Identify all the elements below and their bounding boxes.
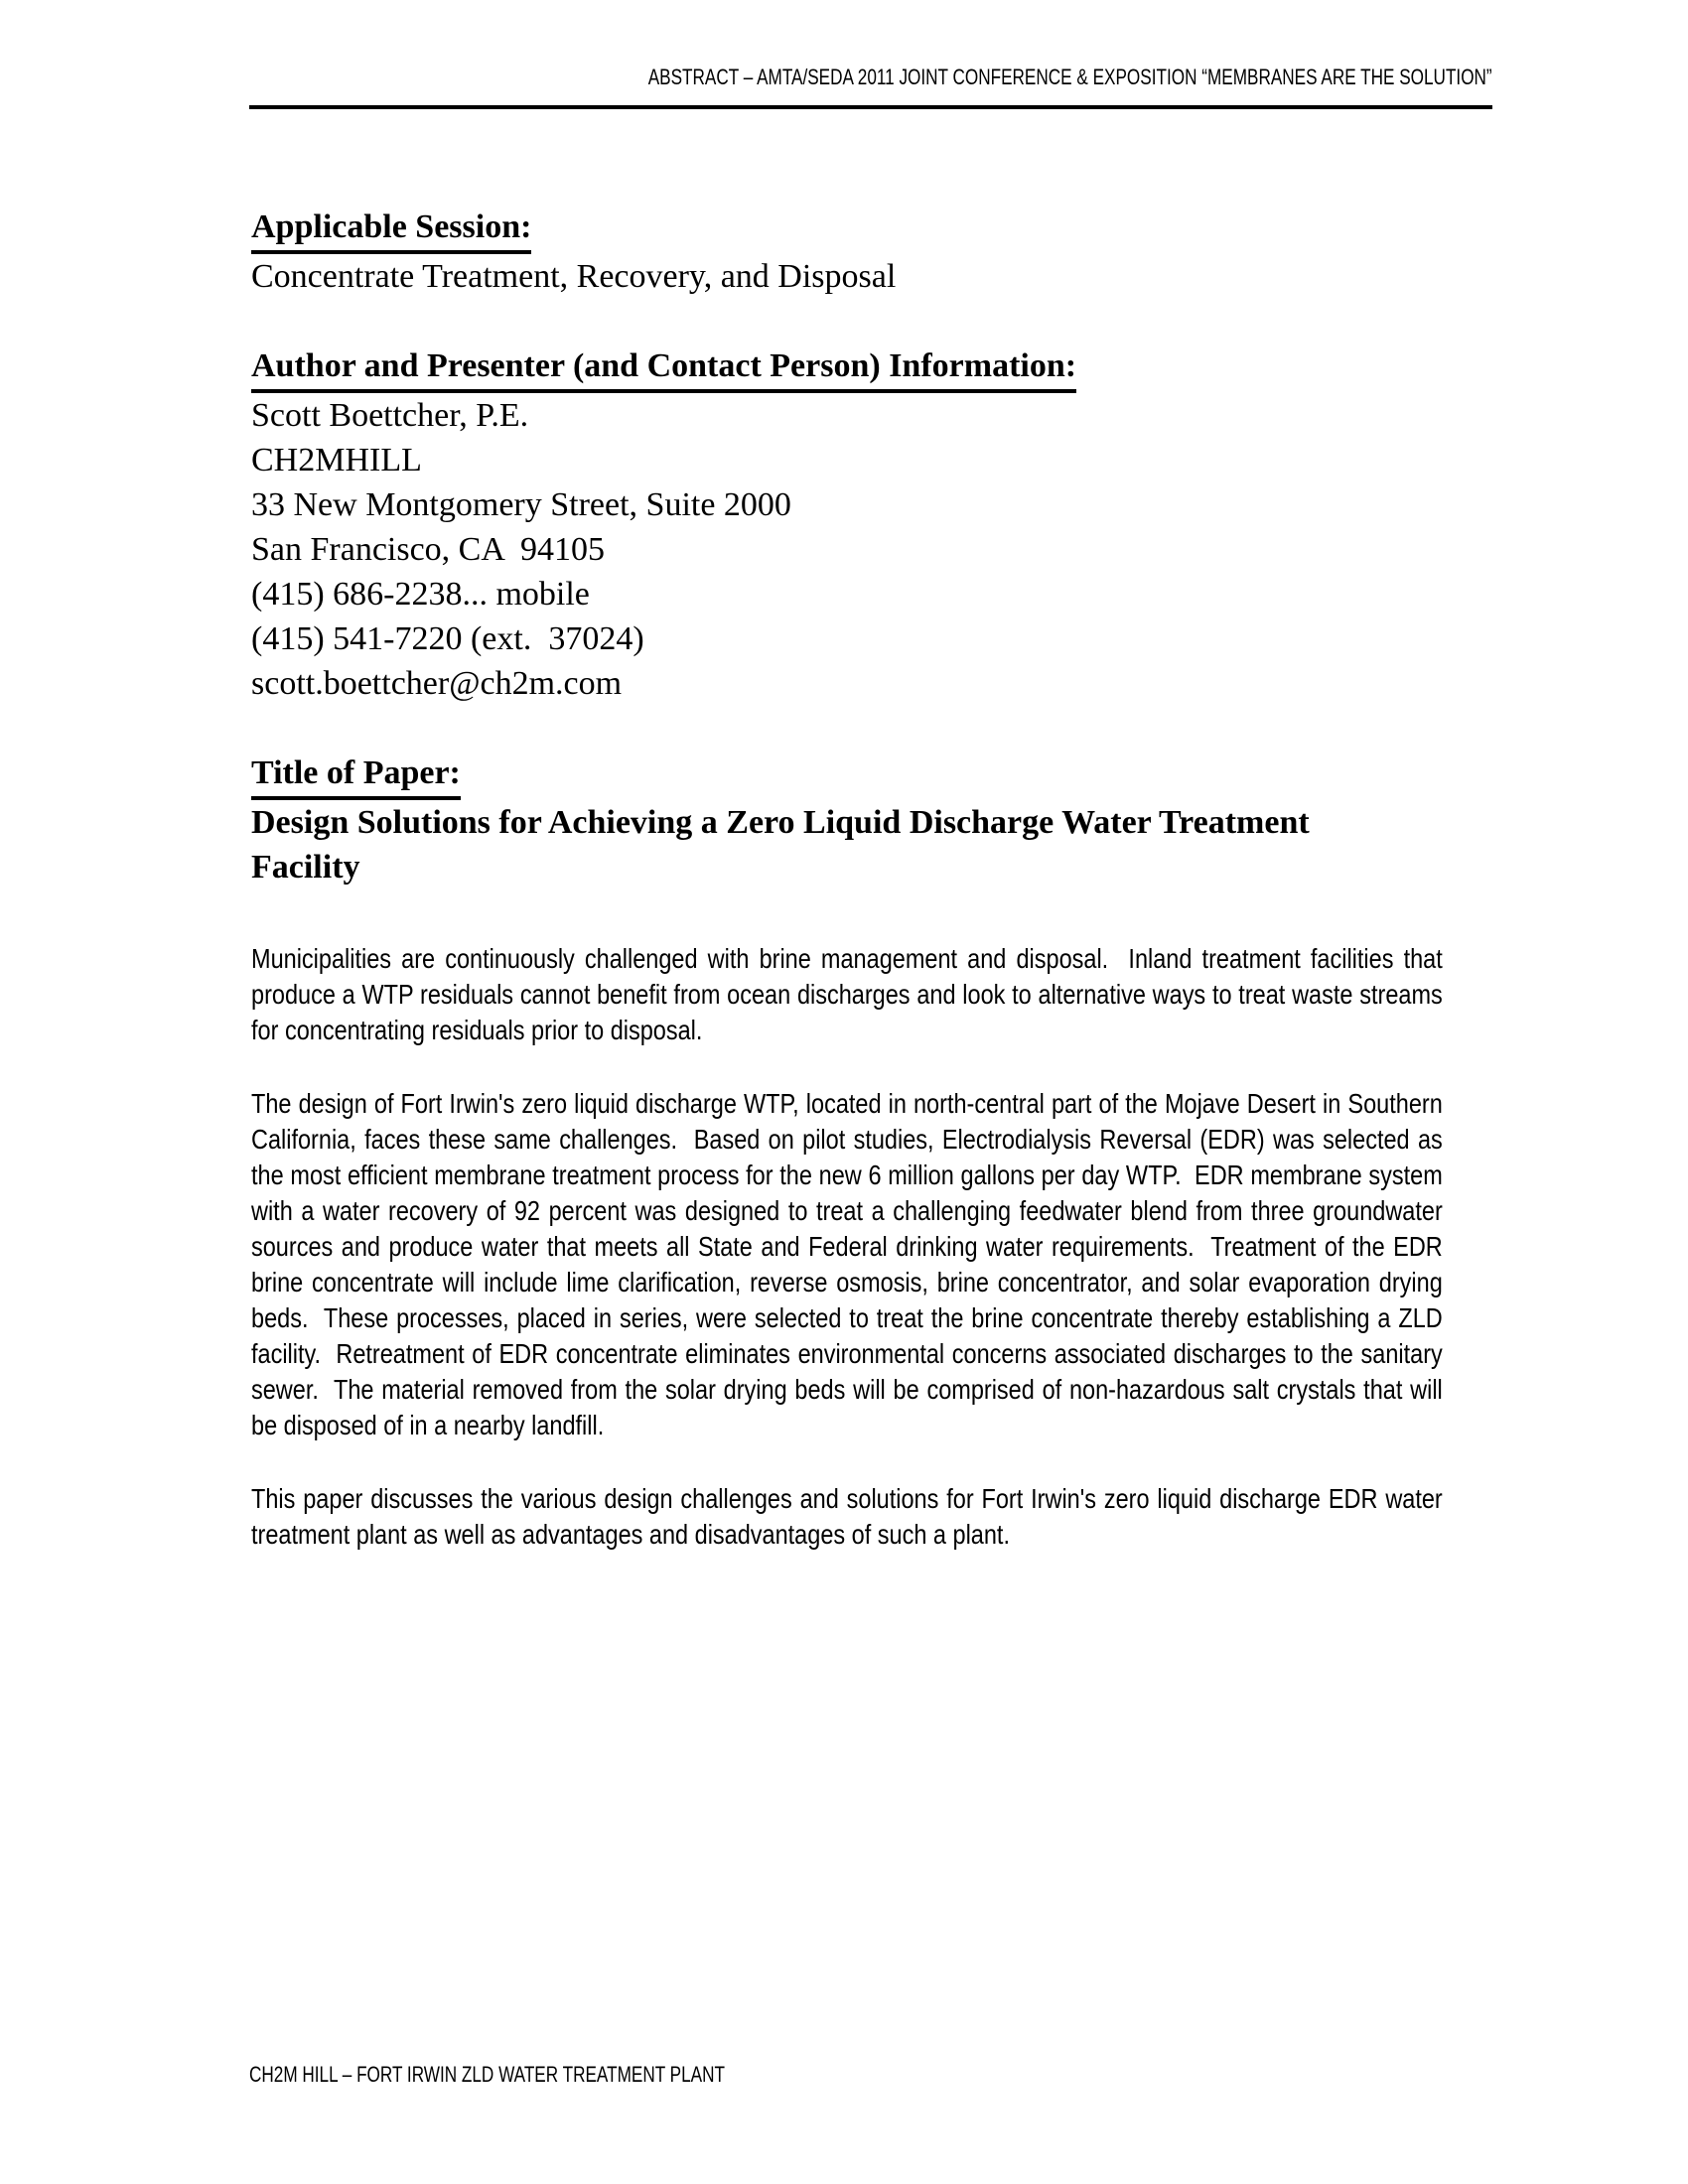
abstract-section xyxy=(251,941,1494,1553)
paper-title-heading xyxy=(251,751,1494,800)
spacer xyxy=(251,706,1494,751)
paper-title-heading-text: Title of Paper: xyxy=(251,751,461,800)
author-company: CH2MHILL xyxy=(251,442,422,478)
author-street: 33 New Montgomery Street, Suite 2000 xyxy=(251,486,791,523)
page-header xyxy=(249,66,1492,109)
spacer xyxy=(251,299,1494,343)
author-info-heading-text: Author and Presenter (and Contact Person) Information: xyxy=(251,343,1076,393)
applicable-session-value: Concentrate Treatment, Recovery, and Disposal xyxy=(251,258,897,295)
author-name: Scott Boettcher, P.E. xyxy=(251,397,529,434)
footer-running-title: CH2M HILL – FORT IRWIN ZLD WATER TREATMENT PLANT xyxy=(249,2062,725,2087)
page-footer xyxy=(249,2063,859,2087)
header-running-title: ABSTRACT – AMTA/SEDA 2011 JOINT CONFERENCE & EXPOSITION “MEMBRANES ARE THE SOLUTION” xyxy=(648,65,1492,89)
paper-title: Design Solutions for Achieving a Zero Liquid Discharge Water Treatment Facility xyxy=(251,804,1310,886)
applicable-session-heading-text: Applicable Session: xyxy=(251,205,531,254)
applicable-session-heading xyxy=(251,205,1494,254)
author-phone-mobile: (415) 686-2238... mobile xyxy=(251,576,590,613)
abstract-paragraph-2: The design of Fort Irwin's zero liquid discharge WTP, located in north-central part of the Mojave Desert in Southern California, faces these same challenges. Based on pilot studies, Electrodialysis Reversal (EDR) was selected as the most efficient membrane treatment process for the new 6 million gallons per day WTP. EDR membrane system with a water recovery of 92 percent was designed to treat a challenging feedwater blend from three groundwater sources and produce water that meets all State and Federal drinking water requirements. Treatment of the EDR brine concentrate will include lime clarification, reverse osmosis, brine concentrator, and solar evaporation drying beds. These processes, placed in series, were selected to treat the brine concentrate thereby establishing a ZLD facility. Retreatment of EDR concentrate eliminates environmental concerns associated discharges to the sanitary sewer. The material removed from the solar drying beds will be comprised of non-hazardous salt crystals that will be disposed of in a nearby landfill. xyxy=(251,1088,1450,1440)
author-info-heading xyxy=(251,343,1494,393)
author-email: scott.boettcher@ch2m.com xyxy=(251,665,623,702)
abstract-paragraph-3: This paper discusses the various design challenges and solutions for Fort Irwin's zero liquid discharge EDR water treatment plant as well as advantages and disadvantages of such a plant. xyxy=(251,1483,1450,1550)
document-body xyxy=(251,205,1494,1590)
author-phone-office: (415) 541-7220 (ext. 37024) xyxy=(251,620,644,657)
abstract-paragraph-1: Municipalities are continuously challenged with brine management and disposal. Inland treatment facilities that produce a WTP residuals cannot benefit from ocean discharges and look to alternative ways to treat waste streams for concentrating residuals prior to disposal. xyxy=(251,943,1450,1045)
author-city: San Francisco, CA 94105 xyxy=(251,531,606,568)
